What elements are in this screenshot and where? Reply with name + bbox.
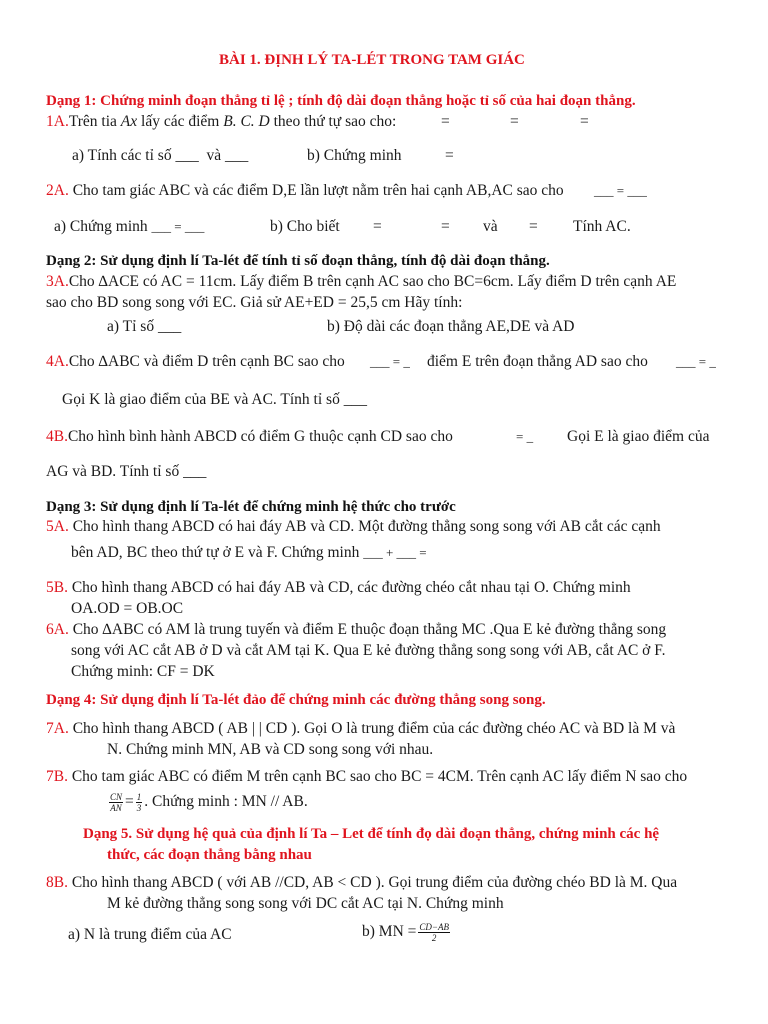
problem-5a-line2: bên AD, BC theo thứ tự ở E và F. Chứng minh ___ + ___ = bbox=[71, 544, 427, 561]
section-heading-dang5-line2: thức, các đoạn thẳng bằng nhau bbox=[107, 847, 312, 863]
problem-5a: 5A. Cho hình thang ABCD có hai đáy AB và CD. Một đường thẳng song song với AB cắt các cạnh bbox=[46, 518, 661, 535]
problem-number: 3A. bbox=[46, 273, 69, 290]
eq-sign: = bbox=[445, 147, 454, 164]
problem-8b: 8B. Cho hình thang ABCD ( với AB //CD, AB < CD ). Gọi trung điểm của đường chéo BD là M. Qua bbox=[46, 874, 678, 891]
page-title: BÀI 1. ĐỊNH LÝ TA-LÉT TRONG TAM GIÁC bbox=[219, 52, 525, 68]
problem-6a-line2: song với AC cắt AB ở D và cắt AM tại K. Qua E kẻ đường thẳng song song với AB, cắt AC ở F. bbox=[71, 642, 666, 659]
problem-1a-part-b: b) Chứng minh bbox=[307, 147, 402, 164]
problem-2a-part-a: a) Chứng minh ___ = ___ bbox=[54, 218, 205, 235]
section-heading-dang3: Dạng 3: Sử dụng định lí Ta-lét để chứng minh hệ thức cho trước bbox=[46, 499, 456, 515]
problem-number: 5A. bbox=[46, 518, 69, 535]
section-heading-dang1: Dạng 1: Chứng minh đoạn thẳng tỉ lệ ; tính độ dài đoạn thẳng hoặc tỉ số của hai đoạn thẳng. bbox=[46, 93, 636, 109]
eq-sign: = bbox=[529, 218, 538, 235]
fraction-blank: ___ bbox=[175, 147, 199, 164]
eq-sign: = bbox=[580, 113, 589, 130]
fraction-cn-an: $\frac{CN}{AN}$ bbox=[110, 792, 123, 813]
section-heading-dang5: Dạng 5. Sử dụng hệ quả của định lí Ta – Let để tính đọ dài đoạn thẳng, chứng minh các hệ bbox=[83, 826, 660, 842]
fraction-cd-minus-ab: $\frac{CD-AB}{2}$ bbox=[419, 922, 449, 943]
problem-4a: 4A.Cho ∆ABC và điểm D trên cạnh BC sao cho bbox=[46, 353, 345, 370]
fraction-equation: ___ = _ bbox=[370, 354, 410, 369]
problem-4b-cont: Gọi E là giao điểm của bbox=[567, 428, 710, 445]
problem-number: 8B. bbox=[46, 874, 68, 891]
eq-sign: = bbox=[441, 113, 450, 130]
problem-8b-line2: M kẻ đường thẳng song song với DC cắt AC tại N. Chứng minh bbox=[107, 895, 504, 912]
problem-number: 7A. bbox=[46, 720, 69, 737]
problem-7a-line2: N. Chứng minh MN, AB và CD song song với nhau. bbox=[107, 741, 434, 758]
problem-1a-part-a: a) Tính các tỉ số ___ và ___ bbox=[72, 147, 249, 164]
fraction-blank: ___ bbox=[224, 147, 249, 164]
problem-5b: 5B. Cho hình thang ABCD có hai đáy AB và CD, các đường chéo cắt nhau tại O. Chứng minh bbox=[46, 579, 631, 596]
problem-6a: 6A. Cho ∆ABC có AM là trung tuyến và điểm E thuộc đoạn thẳng MC .Qua E kẻ đường thẳng song bbox=[46, 621, 667, 638]
problem-2a-tail: Tính AC. bbox=[573, 218, 631, 235]
problem-number: 1A. bbox=[46, 113, 69, 130]
conjunction: và bbox=[483, 218, 498, 235]
problem-1a: 1A.Trên tia Ax lấy các điểm B. C. D theo thứ tự sao cho: bbox=[46, 113, 397, 130]
section-heading-dang4: Dạng 4: Sử dụng định lí Ta-lét đảo để chứng minh các đường thẳng song song. bbox=[46, 692, 546, 708]
fraction-equation: = _ bbox=[516, 429, 534, 444]
problem-6a-line3: Chứng minh: CF = DK bbox=[71, 663, 215, 680]
problem-number: 4A. bbox=[46, 353, 69, 370]
problem-2a-part-b: b) Cho biết bbox=[270, 218, 340, 235]
fraction-expression: ___ + ___ = bbox=[363, 545, 427, 560]
problem-3a: 3A.Cho ∆ACE có AC = 11cm. Lấy điểm B trên cạnh AC sao cho BC=6cm. Lấy điểm D trên cạnh AE bbox=[46, 273, 677, 290]
problem-8b-part-a: a) N là trung điểm của AC bbox=[68, 926, 232, 943]
problem-7b: 7B. Cho tam giác ABC có điểm M trên cạnh BC sao cho BC = 4CM. Trên cạnh AC lấy điểm N sao cho bbox=[46, 768, 688, 785]
problem-number: 6A. bbox=[46, 621, 69, 638]
problem-3a-part-a: a) Tỉ số ___ bbox=[107, 318, 182, 335]
fraction-equation: ___ = ___ bbox=[594, 183, 647, 198]
section-heading-dang2: Dạng 2: Sử dụng định lí Ta-lét để tính tỉ số đoạn thẳng, tính độ dài đoạn thẳng. bbox=[46, 253, 550, 269]
eq-sign: = bbox=[373, 218, 382, 235]
problem-2a: 2A. Cho tam giác ABC và các điểm D,E lần lượt nằm trên hai cạnh AB,AC sao cho bbox=[46, 182, 564, 199]
problem-4b: 4B.Cho hình bình hành ABCD có điểm G thuộc cạnh CD sao cho bbox=[46, 428, 453, 445]
problem-number: 5B. bbox=[46, 579, 68, 596]
problem-7b-line2: $\frac{CN}{AN}$ = $\frac{1}{3}$ . Chứng minh : MN // AB. bbox=[110, 792, 308, 813]
fraction-one-third: $\frac{1}{3}$ bbox=[136, 792, 142, 813]
problem-4b-line2: AG và BD. Tính tỉ số ___ bbox=[46, 463, 207, 480]
problem-8b-part-b: b) MN = $\frac{CD-AB}{2}$ bbox=[362, 922, 449, 943]
problem-4a-cont: điểm E trên đoạn thẳng AD sao cho bbox=[427, 353, 648, 370]
problem-number: 7B. bbox=[46, 768, 68, 785]
problem-3a-line2: sao cho BD song song với EC. Giả sử AE+ED = 25,5 cm Hãy tính: bbox=[46, 294, 463, 311]
problem-number: 2A. bbox=[46, 182, 69, 199]
problem-number: 4B. bbox=[46, 428, 68, 445]
eq-sign: = bbox=[510, 113, 519, 130]
eq-sign: = bbox=[441, 218, 450, 235]
problem-3a-part-b: b) Độ dài các đoạn thẳng AE,DE và AD bbox=[327, 318, 575, 335]
problem-5b-line2: OA.OD = OB.OC bbox=[71, 600, 184, 617]
fraction-equation: ___ = ___ bbox=[151, 219, 205, 234]
problem-7a: 7A. Cho hình thang ABCD ( AB | | CD ). Gọi O là trung điểm của các đường chéo AC và BD là M và bbox=[46, 720, 676, 737]
fraction-equation: ___ = _ bbox=[676, 354, 716, 369]
problem-4a-line2: Gọi K là giao điểm của BE và AC. Tính tỉ số ___ bbox=[62, 391, 367, 408]
